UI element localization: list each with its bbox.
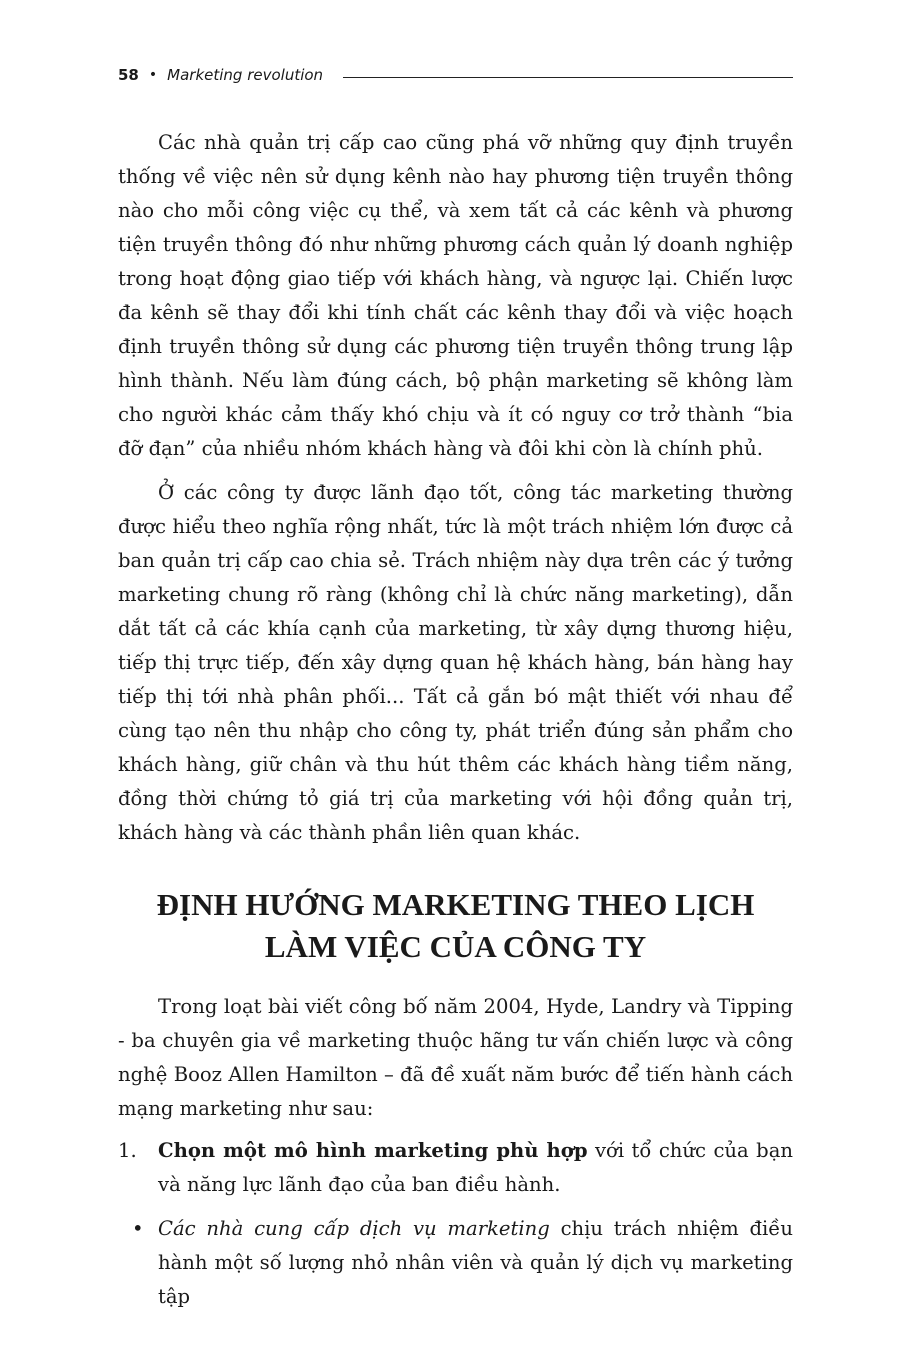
numbered-item-rest: với tổ chức của bạn và năng lực lãnh đạo của ban điều hành.: [158, 1139, 793, 1196]
book-title: Marketing revolution: [167, 66, 324, 84]
numbered-item-bold: Chọn một mô hình marketing phù hợp: [158, 1139, 588, 1162]
header-rule: [343, 77, 793, 78]
section-heading-line-2: LÀM VIỆC CỦA CÔNG TY: [264, 929, 647, 964]
section-heading-line-1: ĐỊNH HƯỚNG MARKETING THEO LỊCH: [156, 887, 755, 922]
bullet-item-1: [118, 1212, 793, 1314]
running-header: [118, 64, 793, 86]
paragraph-2: Ở các công ty được lãnh đạo tốt, công tác marketing thường được hiểu theo nghĩa rộng nhất, tức là một trách nhiệm lớn được cả ban quản trị cấp cao chia sẻ. Trách nhiệm này dựa trên các ý tưởng marketing chung rõ ràng (không chỉ là chức năng marketing), dẫn dắt tất cả các khía cạnh của marketing, từ xây dựng thương hiệu, tiếp thị trực tiếp, đến xây dựng quan hệ khách hàng, bán hàng hay tiếp thị tới nhà phân phối... Tất cả gắn bó mật thiết với nhau để cùng tạo nên thu nhập cho công ty, phát triển đúng sản phẩm cho khách hàng, giữ chân và thu hút thêm các khách hàng tiềm năng, đồng thời chứng tỏ giá trị của marketing với hội đồng quản trị, khách hàng và các thành phần liên quan khác.: [118, 481, 793, 844]
bullet-item-text: [158, 1212, 793, 1314]
bullet-marker: •: [132, 1217, 144, 1240]
numbered-item-text: [158, 1134, 793, 1202]
section-heading: [118, 884, 793, 968]
numbered-item-1: [118, 1134, 793, 1202]
page-body: [118, 126, 793, 1314]
page-number: 58: [118, 66, 139, 84]
bullet-item-rest: chịu trách nhiệm điều hành một số lượng nhỏ nhân viên và quản lý dịch vụ marketing tập: [158, 1217, 793, 1308]
paragraph-1: Các nhà quản trị cấp cao cũng phá vỡ những quy định truyền thống về việc nên sử dụng kênh nào hay phương tiện truyền thông nào cho mỗi công việc cụ thể, và xem tất cả các kênh và phương tiện truyền thông đó như những phương cách quản lý doanh nghiệp trong hoạt động giao tiếp với khách hàng, và ngược lại. Chiến lược đa kênh sẽ thay đổi khi tính chất các kênh thay đổi và việc hoạch định truyền thông sử dụng các phương tiện truyền thông trung lập hình thành. Nếu làm đúng cách, bộ phận marketing sẽ không làm cho người khác cảm thấy khó chịu và ít có nguy cơ trở thành “bia đỡ đạn” của nhiều nhóm khách hàng và đôi khi còn là chính phủ.: [118, 131, 793, 460]
intro-paragraph: Trong loạt bài viết công bố năm 2004, Hyde, Landry và Tipping - ba chuyên gia về marketing thuộc hãng tư vấn chiến lược và công nghệ Booz Allen Hamilton – đã đề xuất năm bước để tiến hành cách mạng marketing như sau:: [118, 995, 793, 1120]
numbered-item-marker: 1.: [118, 1139, 137, 1162]
header-separator: •: [148, 67, 158, 83]
bullet-item-italic: Các nhà cung cấp dịch vụ marketing: [158, 1217, 550, 1240]
